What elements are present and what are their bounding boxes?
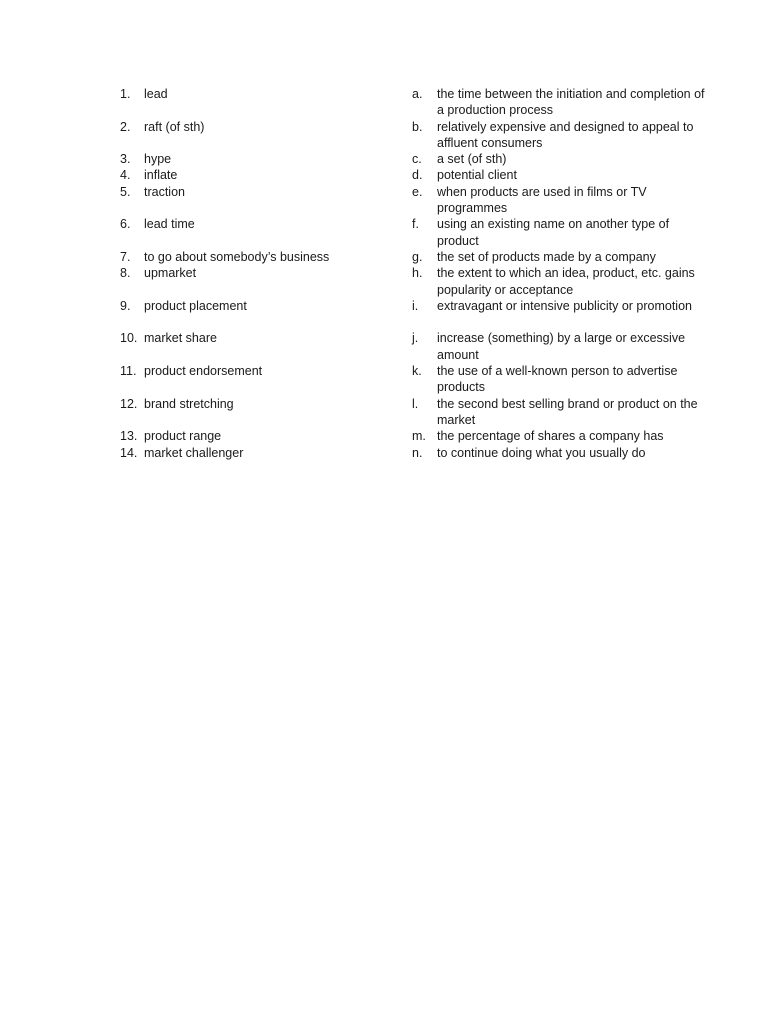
- term-text: inflate: [144, 168, 178, 183]
- definition-item: [412, 298, 712, 331]
- term-number: 5.: [120, 184, 131, 199]
- term-item: [120, 428, 380, 444]
- term-item: [120, 363, 380, 396]
- definition-item: [412, 428, 712, 444]
- term-text: raft (of sth): [144, 119, 205, 134]
- definition-item: [412, 265, 712, 298]
- definition-letter: j.: [412, 331, 419, 346]
- definition-item: [412, 363, 712, 396]
- definition-letter: k.: [412, 364, 422, 379]
- term-text: traction: [144, 184, 185, 199]
- definition-text: relatively expensive and designed to appeal to affluent consumers: [437, 119, 694, 150]
- term-item: [120, 151, 380, 167]
- term-item: [120, 249, 380, 265]
- definition-letter: a.: [412, 87, 423, 101]
- definition-letter: e.: [412, 184, 423, 199]
- definition-item: [412, 167, 712, 183]
- definition-letter: c.: [412, 152, 422, 167]
- term-item: [120, 119, 380, 152]
- term-item: [120, 86, 380, 119]
- term-number: 14.: [120, 445, 138, 460]
- term-number: 1.: [120, 87, 131, 101]
- term-item: [120, 184, 380, 217]
- term-item: [120, 445, 380, 461]
- definition-text: the use of a well-known person to advertise products: [437, 364, 678, 395]
- definition-text: when products are used in films or TV programmes: [437, 184, 647, 216]
- term-text: market share: [144, 331, 217, 346]
- definition-text: using an existing name on another type of product: [437, 217, 670, 248]
- term-number: 9.: [120, 298, 131, 313]
- definition-item: [412, 396, 712, 429]
- term-text: product range: [144, 429, 222, 444]
- definition-letter: f.: [412, 217, 419, 232]
- definition-item: [412, 86, 712, 119]
- definitions-list: [412, 86, 712, 461]
- term-number: 6.: [120, 217, 131, 232]
- definition-letter: h.: [412, 266, 423, 281]
- term-text: brand stretching: [144, 396, 234, 411]
- term-item: [120, 396, 380, 429]
- definition-letter: n.: [412, 445, 423, 460]
- definition-letter: b.: [412, 119, 423, 134]
- definition-letter: d.: [412, 168, 423, 183]
- definition-text: to continue doing what you usually do: [437, 445, 646, 460]
- definition-text: increase (something) by a large or excessive amount: [437, 331, 686, 362]
- term-number: 13.: [120, 429, 138, 444]
- term-number: 3.: [120, 152, 131, 167]
- definition-text: a set (of sth): [437, 152, 507, 167]
- term-number: 12.: [120, 396, 138, 411]
- term-text: market challenger: [144, 445, 244, 460]
- definition-text: extravagant or intensive publicity or promotion: [437, 298, 692, 313]
- definition-letter: m.: [412, 429, 426, 444]
- definition-text: the time between the initiation and completion of a production process: [437, 87, 705, 118]
- term-text: product endorsement: [144, 364, 263, 379]
- term-text: lead time: [144, 217, 195, 232]
- definition-item: [412, 330, 712, 363]
- term-text: product placement: [144, 298, 247, 313]
- term-item: [120, 167, 380, 183]
- definition-text: the percentage of shares a company has: [437, 429, 664, 444]
- definition-text: the set of products made by a company: [437, 249, 656, 264]
- term-text: lead: [144, 87, 168, 101]
- definition-item: [412, 249, 712, 265]
- term-item: [120, 298, 380, 331]
- term-item: [120, 330, 380, 363]
- definition-item: [412, 184, 712, 217]
- definition-item: [412, 445, 712, 461]
- term-number: 10.: [120, 331, 138, 346]
- definition-letter: l.: [412, 396, 419, 411]
- term-number: 8.: [120, 266, 131, 281]
- term-number: 4.: [120, 168, 131, 183]
- definition-item: [412, 151, 712, 167]
- definition-letter: i.: [412, 298, 419, 313]
- term-number: 11.: [120, 364, 137, 379]
- definition-text: the second best selling brand or product on the market: [437, 396, 698, 427]
- term-number: 2.: [120, 119, 131, 134]
- definition-text: the extent to which an idea, product, etc. gains popularity or acceptance: [437, 266, 695, 297]
- term-text: hype: [144, 152, 172, 167]
- term-number: 7.: [120, 249, 131, 264]
- term-item: [120, 265, 380, 298]
- definition-letter: g.: [412, 249, 423, 264]
- definition-text: potential client: [437, 168, 517, 183]
- term-text: upmarket: [144, 266, 197, 281]
- definition-item: [412, 119, 712, 152]
- definition-item: [412, 216, 712, 249]
- term-item: [120, 216, 380, 249]
- term-text: to go about somebody’s business: [144, 249, 330, 264]
- terms-list: [120, 86, 380, 461]
